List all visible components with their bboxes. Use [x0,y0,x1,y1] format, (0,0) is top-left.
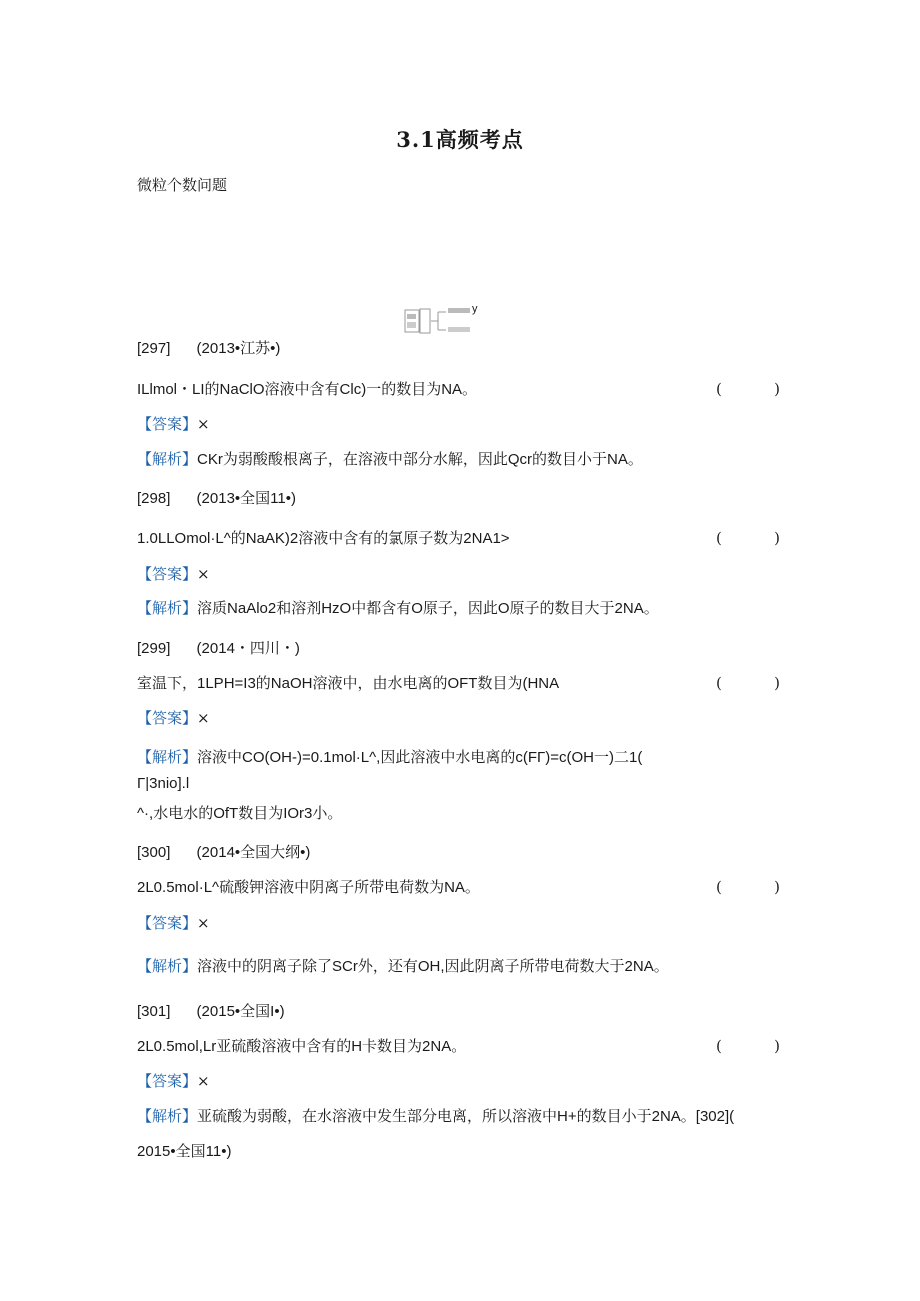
page-title: 3.1高频考点 [396,127,524,152]
answer-line [137,564,210,584]
item-number: [299] [137,640,171,657]
answer-mark: × [197,914,210,932]
section-subtitle: 微粒个数问题 [137,176,228,194]
answer-blank [716,380,780,398]
analysis-line [137,1107,734,1127]
answer-tag: 【答案】 [137,565,198,583]
answer-tag: 【答案】 [137,1072,198,1090]
analysis-tag: 【解析】 [137,749,198,766]
analysis-tag: 【解析】 [137,1108,198,1125]
item-source: (2014・四川・) [196,640,300,657]
analysis-continuation: 2015•全国11•) [137,1143,232,1160]
item-header [137,489,296,509]
answer-mark: × [197,415,210,433]
answer-line [137,708,210,728]
analysis-line [137,599,659,619]
item-question: 2L0.5mol·L^硫酸钾溶液中阴离子所带电荷数为NA。 [137,879,480,896]
paren-open: ( [716,878,722,896]
answer-blank [716,674,780,692]
item-header [137,843,310,863]
item-question: 1.0LLOmol·L^的NaAK)2溶液中含有的氯原子数为2NA1> [137,530,510,547]
item-header [137,339,280,359]
answer-mark: × [197,1072,210,1090]
small-diagram [404,304,484,338]
paren-open: ( [716,529,722,547]
answer-mark: × [197,709,210,727]
analysis-line [137,957,669,977]
analysis-line [137,748,642,768]
analysis-text: 亚硫酸为弱酸，在水溶液中发生部分电离，所以溶液中H+的数目小于2NA。[302]( [197,1108,735,1125]
item-header [137,639,300,659]
analysis-text: 溶液中的阴离子除了SCr外，还有OH,因此阴离子所带电荷数大于2NA。 [197,958,669,975]
paren-close: ) [774,529,780,547]
item-header [137,1002,285,1022]
answer-mark: × [197,565,210,583]
answer-blank [716,878,780,896]
paren-close: ) [774,878,780,896]
analysis-tag: 【解析】 [137,451,198,468]
answer-tag: 【答案】 [137,914,198,932]
answer-blank [716,529,780,547]
paren-close: ) [774,674,780,692]
item-question: 室温下，1LPH=I3的NaOH溶液中，由水电离的OFT数目为(HNA [137,675,560,692]
answer-line [137,913,210,933]
paren-close: ) [774,1037,780,1055]
analysis-text: 溶液中CO(OH-)=0.1mol·L^,因此溶液中水电离的c(FΓ)=c(OH一)二1( [197,749,643,766]
item-question: ILlmol・LI的NaClO溶液中含有Clc)一的数目为NA。 [137,381,478,398]
analysis-text: 溶质NaAlo2和溶剂HzO中都含有O原子，因此O原子的数目大于2NA。 [197,600,659,617]
paren-open: ( [716,674,722,692]
item-number: [301] [137,1003,171,1020]
paren-open: ( [716,380,722,398]
paren-open: ( [716,1037,722,1055]
item-source: (2013•全国11•) [196,490,296,507]
item-source: (2013•江苏•) [196,340,281,357]
answer-tag: 【答案】 [137,709,198,727]
analysis-tag: 【解析】 [137,958,198,975]
answer-blank [716,1037,780,1055]
item-number: [297] [137,340,171,357]
item-question: 2L0.5mol,Lr亚硫酸溶液中含有的H卡数目为2NA。 [137,1038,467,1055]
answer-line [137,414,210,434]
analysis-tag: 【解析】 [137,600,198,617]
item-source: (2014•全国大纲•) [196,844,311,861]
analysis-line [137,450,643,470]
analysis-continuation: ^·,水电水的OfT数目为IOr3小。 [137,805,343,822]
answer-tag: 【答案】 [137,415,198,433]
item-source: (2015•全国I•) [196,1003,285,1020]
diagram-label: y [472,303,478,315]
item-number: [300] [137,844,171,861]
answer-line [137,1071,210,1091]
item-number: [298] [137,490,171,507]
paren-close: ) [774,380,780,398]
analysis-continuation: Γ|3nio].l [137,775,190,792]
analysis-text: CKr为弱酸酸根离子，在溶液中部分水解，因此Qcr的数目小于NA。 [197,451,643,468]
